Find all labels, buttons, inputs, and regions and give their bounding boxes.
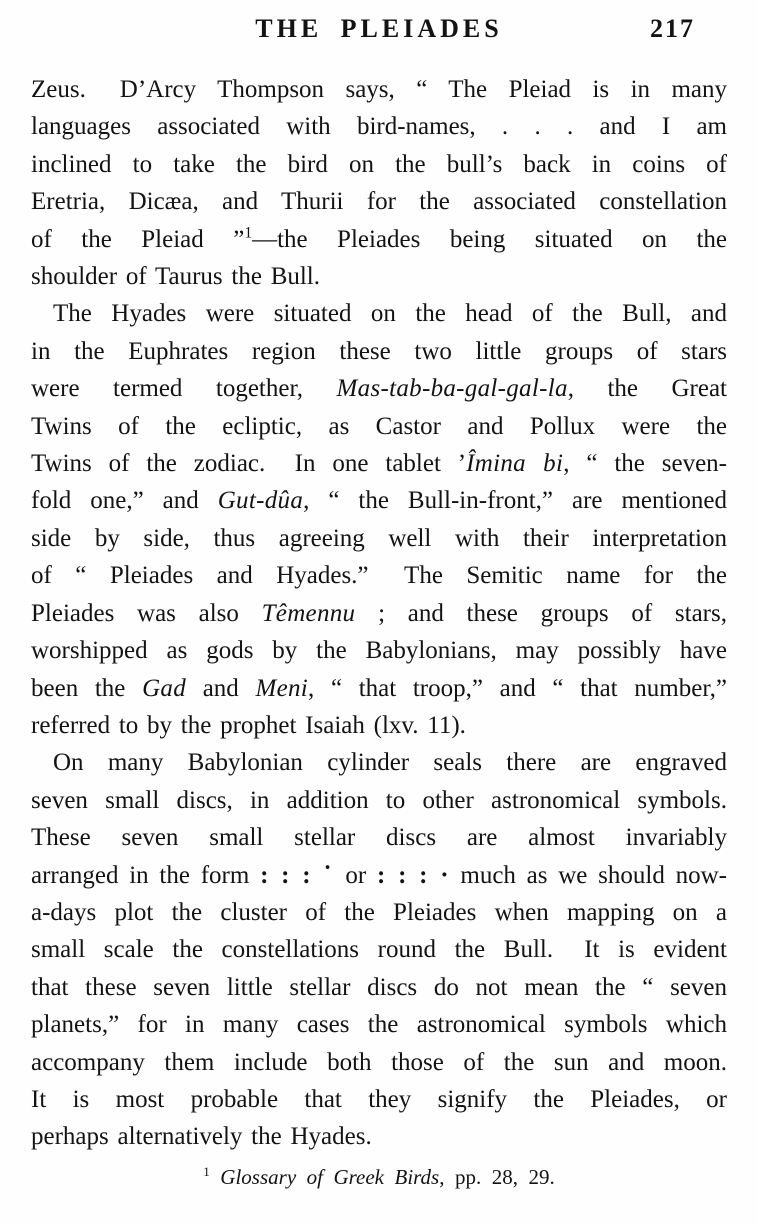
paragraph: [31, 71, 727, 295]
text-line: [31, 1006, 727, 1043]
text-line: [31, 857, 727, 894]
text-segment: Eretria, Dicæa, and Thurii for the associated constellation: [31, 188, 727, 216]
babylonian-term: Îmina bi: [466, 450, 564, 478]
text-segment: been the: [31, 674, 143, 702]
text-line: [31, 482, 727, 519]
text-segment: side by side, thus agreeing well with their interpretation: [31, 524, 727, 552]
text-line: [31, 969, 727, 1006]
text-segment: accompany them include both those of the sun and moon.: [31, 1048, 727, 1076]
footnote-reference: 1: [244, 224, 253, 242]
page-title: THE PLEIADES: [255, 14, 503, 43]
paragraphs: [31, 71, 727, 1156]
text-segment: It is most probable that they signify the Pleiades, or: [31, 1085, 727, 1113]
text-line: [31, 183, 727, 220]
text-segment: of “ Pleiades and Hyades.” The Semitic name for the: [31, 562, 727, 590]
text-line: [31, 71, 727, 108]
text-line: [31, 445, 727, 482]
text-segment: in the Euphrates region these two little groups of stars: [31, 337, 727, 365]
text-segment: planets,” for in many cases the astronomical symbols which: [31, 1011, 727, 1039]
text-segment: of the Pleiad ”: [31, 225, 245, 253]
text-line: [31, 707, 727, 744]
text-segment: referred to by the prophet Isaiah (lxv. 11).: [31, 711, 466, 739]
text-segment: Twins of the zodiac. In one tablet ’: [31, 450, 467, 478]
text-line: [31, 595, 727, 632]
text-line: [31, 557, 727, 594]
text-segment: languages associated with bird-names, . . . and I am: [31, 113, 727, 141]
text-segment: Pleiades was also: [31, 599, 262, 627]
text-segment: —the Pleiades being situated on the: [252, 225, 728, 253]
text-line: [31, 632, 727, 669]
text-segment: that these seven little stellar discs do not mean the “ seven: [31, 973, 727, 1001]
deity-name: Gad: [142, 674, 187, 702]
text-segment: Twins of the ecliptic, as Castor and Pollux were the: [31, 412, 727, 440]
paragraph: [31, 744, 727, 1155]
text-segment: On many Babylonian cylinder seals there are engraved: [53, 749, 727, 777]
text-segment: The Hyades were situated on the head of the Bull, and: [53, 300, 727, 328]
text-line: [31, 370, 727, 407]
page-number: 217: [650, 14, 695, 43]
running-header: [31, 14, 727, 52]
text-segment: inclined to take the bird on the bull’s back in coins of: [31, 150, 727, 178]
text-segment: , “ the seven-: [563, 450, 727, 478]
text-segment: shoulder of Taurus the Bull.: [31, 263, 321, 291]
text-line: [31, 1044, 727, 1081]
disc-pattern-raised-dot: : : : ˙: [260, 861, 335, 889]
semitic-term: Têmennu: [261, 599, 356, 627]
text-line: [31, 258, 727, 295]
text-segment: worshipped as gods by the Babylonians, may possibly have: [31, 637, 727, 665]
text-line: [31, 408, 727, 445]
footnote-work-title: Glossary of Greek Birds: [220, 1164, 440, 1189]
text-segment: These seven small stellar discs are almost invariably: [31, 824, 727, 852]
text-segment: a-days plot the cluster of the Pleiades when mapping on a: [31, 898, 727, 926]
text-segment: ; and these groups of stars,: [355, 599, 727, 627]
text-segment: arranged in the form: [31, 861, 261, 889]
text-line: [31, 931, 727, 968]
text-line: [31, 1118, 727, 1155]
text-line: [31, 520, 727, 557]
text-segment: small scale the constellations round the Bull. It is evident: [31, 936, 727, 964]
text-line: [31, 146, 727, 183]
text-segment: fold one,” and: [31, 487, 218, 515]
text-segment: , “ that troop,” and “ that number,”: [308, 674, 727, 702]
text-line: [31, 670, 727, 707]
text-line: [31, 819, 727, 856]
text-segment: much as we should now-: [449, 861, 727, 889]
babylonian-term: Gut-dûa: [217, 487, 304, 515]
text-segment: perhaps alternatively the Hyades.: [31, 1123, 372, 1151]
footnote-marker: 1: [203, 1163, 210, 1179]
text-segment: or: [334, 861, 378, 889]
deity-name: Meni: [255, 674, 309, 702]
paragraph: [31, 295, 727, 744]
text-segment: were termed together,: [31, 375, 337, 403]
text-line: [31, 744, 727, 781]
babylonian-term: Mas-tab-ba-gal-gal-la: [336, 375, 568, 403]
text-segment: , “ the Bull-in-front,” are mentioned: [303, 487, 727, 515]
text-line: [31, 894, 727, 931]
footnote-pages: , pp. 28, 29.: [439, 1164, 555, 1189]
text-segment: Zeus. D’Arcy Thompson says, “ The Pleiad is in many: [31, 76, 727, 103]
text-line: [31, 108, 727, 145]
text-line: [31, 221, 727, 258]
text-line: [31, 295, 727, 332]
text-segment: seven small discs, in addition to other astronomical symbols.: [31, 786, 727, 814]
text-line: [31, 333, 727, 370]
text-line: [31, 782, 727, 819]
text-segment: , the Great: [567, 375, 728, 403]
footnote: [31, 1165, 727, 1190]
text-line: [31, 1081, 727, 1118]
disc-pattern-mid-dot: : : : ·: [377, 861, 450, 889]
text-segment: and: [186, 674, 256, 702]
